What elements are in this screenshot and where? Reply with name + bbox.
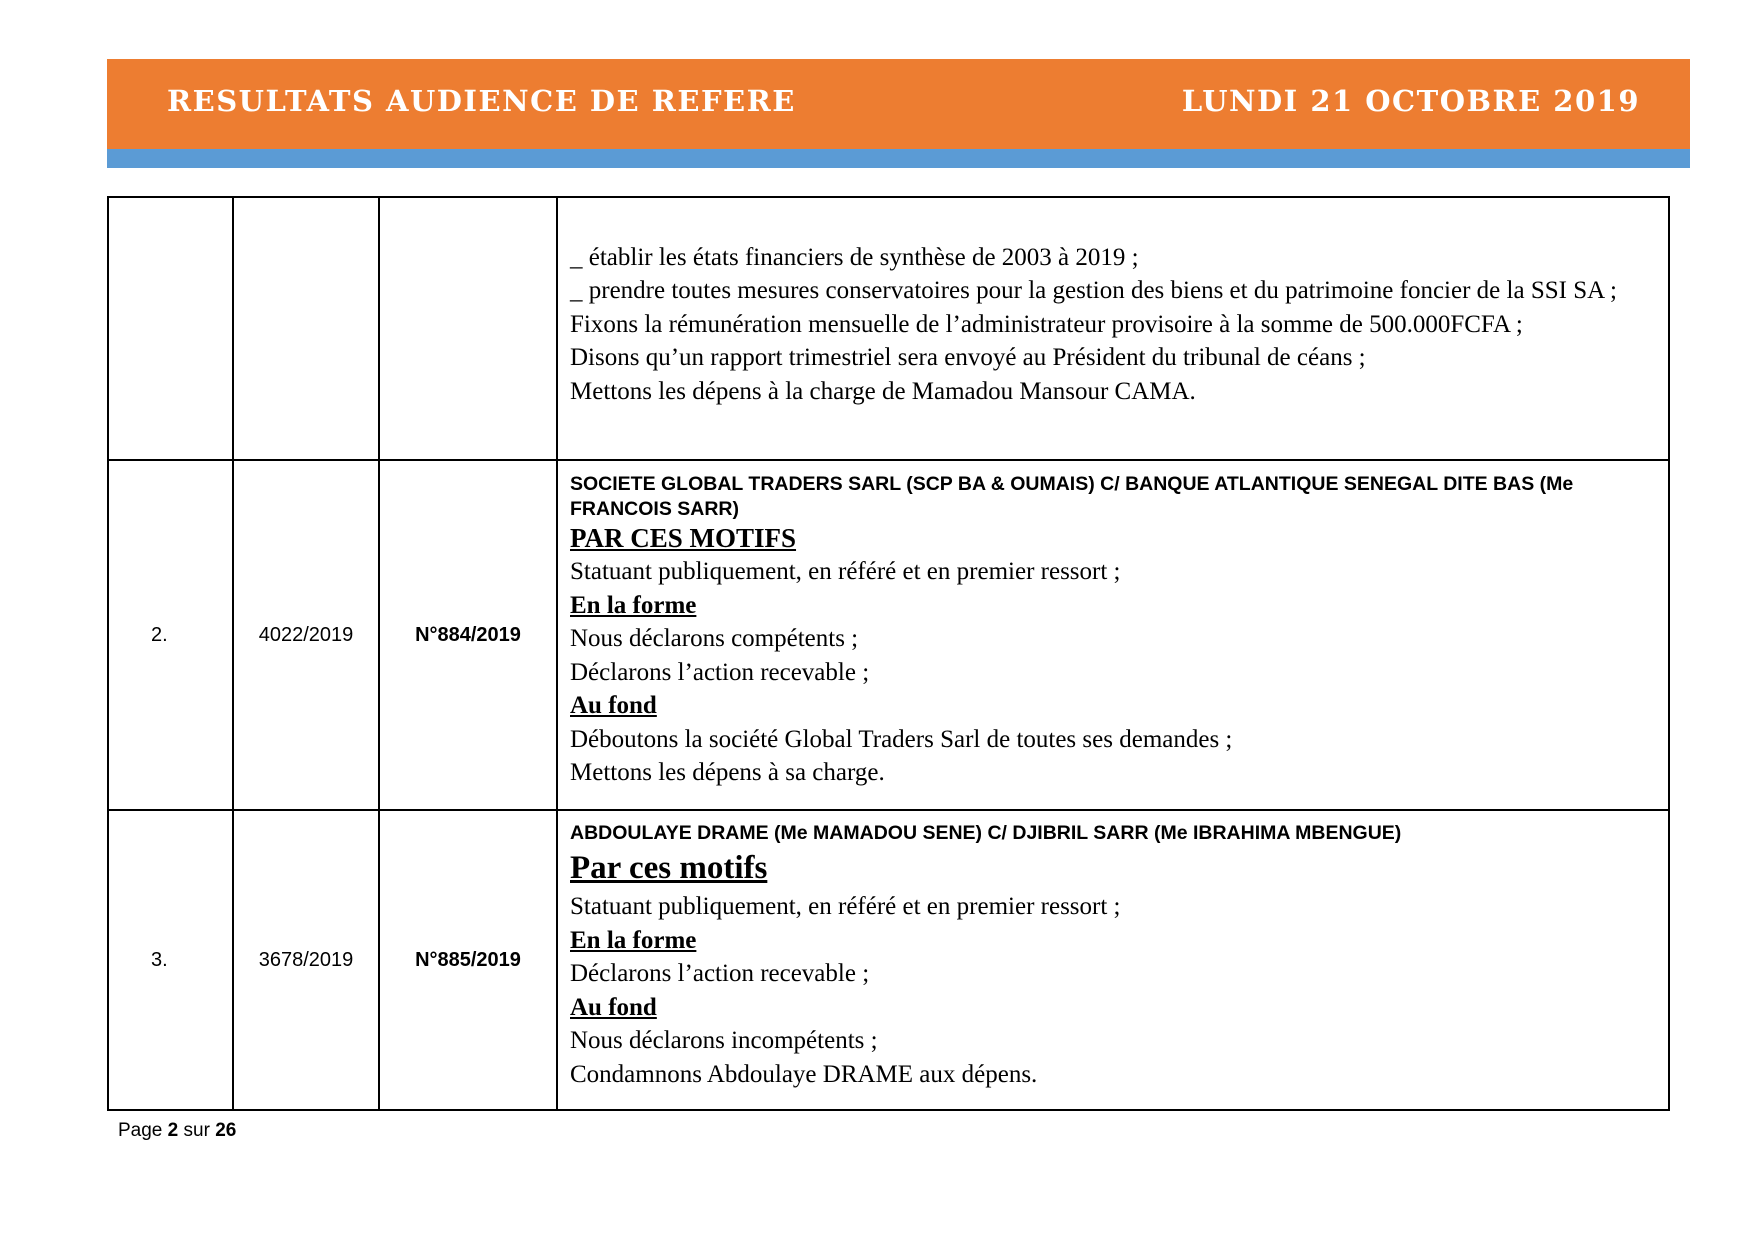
case-number (233, 197, 379, 460)
table-row (108, 810, 1669, 1110)
order-number: N°885/2019 (379, 810, 557, 1110)
decision-line: Nous déclarons incompétents ; (570, 1027, 878, 1054)
decision-line: Déclarons l’action recevable ; (570, 960, 870, 987)
decision-line: Nous déclarons compétents ; (570, 625, 859, 653)
header-stripe (107, 149, 1690, 168)
row-number (108, 197, 233, 460)
decision-content (557, 810, 1669, 1110)
case-number: 4022/2019 (233, 460, 379, 810)
decision-line: Déclarons l’action recevable ; (570, 658, 870, 686)
decision-line: _ prendre toutes mesures conservatoires pour la gestion des biens et du patrimoine foncier de la SSI SA ; (570, 277, 1617, 305)
decision-line: Condamnons Abdoulaye DRAME aux dépens. (570, 1060, 1038, 1088)
form-heading: En la forme (570, 591, 697, 619)
results-table (107, 196, 1670, 1111)
page-separator: sur (183, 1120, 210, 1141)
motifs-heading: PAR CES MOTIFS (570, 523, 797, 554)
decision-line: Déboutons la société Global Traders Sarl de toutes ses demandes ; (570, 725, 1233, 753)
page-total: 26 (215, 1120, 237, 1141)
page-current: 2 (167, 1120, 179, 1141)
case-parties: ABDOULAYE DRAME (Me MAMADOU SENE) C/ DJIBRIL SARR (Me IBRAHIMA MBENGUE) (570, 822, 1402, 844)
order-number (379, 197, 557, 460)
table-row (108, 460, 1669, 810)
motifs-heading: Par ces motifs (570, 850, 768, 886)
decision-content (557, 197, 1669, 460)
decision-line: Mettons les dépens à la charge de Mamadou Mansour CAMA. (570, 377, 1196, 405)
decision-line: Statuant publiquement, en référé et en premier ressort ; (570, 893, 1121, 920)
order-number: N°884/2019 (379, 460, 557, 810)
decision-line: _ établir les états financiers de synthèse de 2003 à 2019 ; (570, 243, 1139, 271)
row-number: 2. (108, 460, 233, 810)
page-label: Page (118, 1120, 163, 1141)
decision-line: Mettons les dépens à sa charge. (570, 759, 885, 787)
decision-line: Disons qu’un rapport trimestriel sera envoyé au Président du tribunal de céans ; (570, 344, 1366, 372)
decision-line: Statuant publiquement, en référé et en premier ressort ; (570, 558, 1121, 586)
row-number: 3. (108, 810, 233, 1110)
decision-content (557, 460, 1669, 810)
table-row (108, 197, 1669, 460)
page-footer (118, 1120, 236, 1142)
case-number: 3678/2019 (233, 810, 379, 1110)
decision-line: Fixons la rémunération mensuelle de l’administrateur provisoire à la somme de 500.000FCFA ; (570, 310, 1523, 338)
document-title: RESULTATS AUDIENCE DE REFERE (167, 84, 796, 118)
merits-heading: Au fond (570, 993, 657, 1021)
merits-heading: Au fond (570, 692, 657, 720)
case-parties: SOCIETE GLOBAL TRADERS SARL (SCP BA & OUMAIS) C/ BANQUE ATLANTIQUE SENEGAL DITE BAS (Me FRANCOIS SARR) (570, 473, 1574, 521)
hearing-date: LUNDI 21 OCTOBRE 2019 (1181, 84, 1640, 118)
form-heading: En la forme (570, 926, 697, 954)
